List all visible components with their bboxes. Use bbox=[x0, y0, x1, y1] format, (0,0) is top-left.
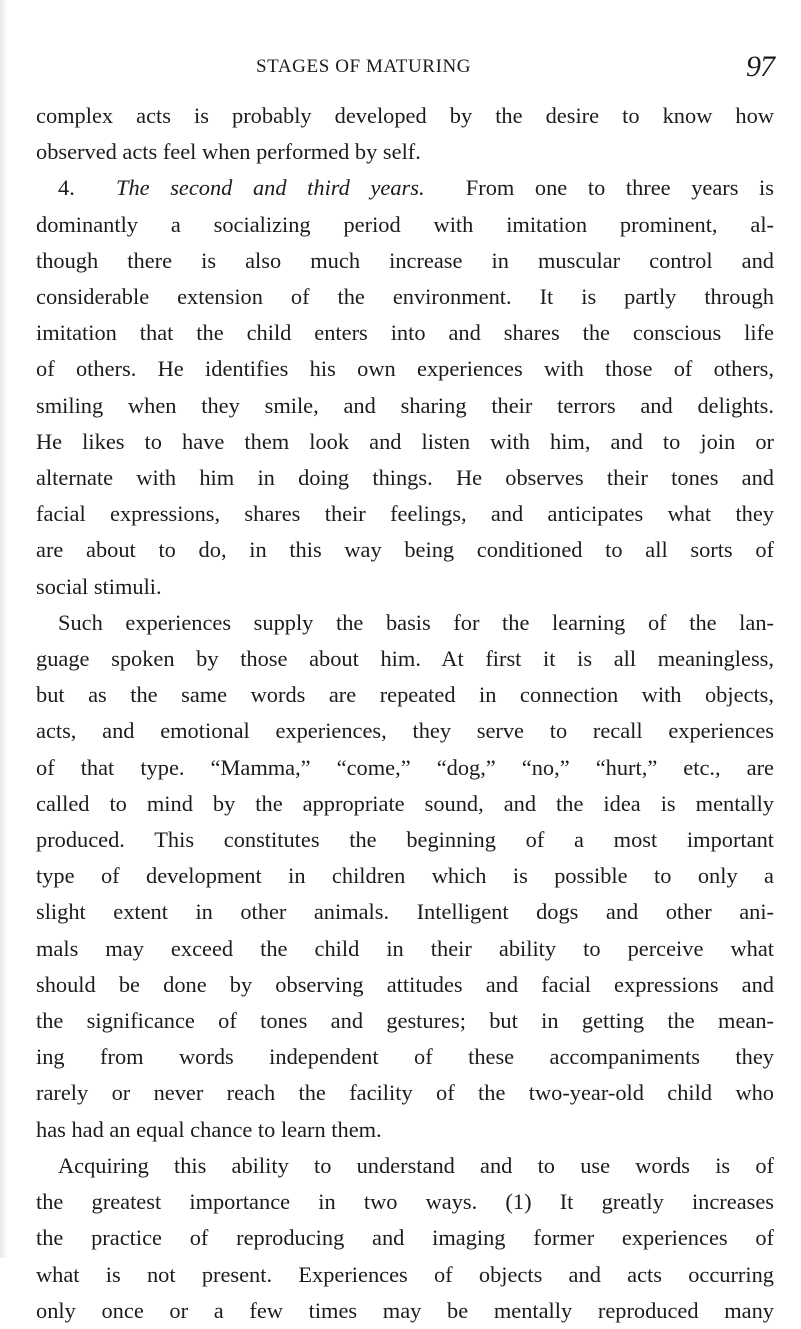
text-line: though there is also much increase in muscular control and bbox=[36, 247, 774, 273]
paragraph-3 bbox=[36, 605, 774, 1148]
section-number: 4. bbox=[58, 175, 75, 201]
text-line: slight extent in other animals. Intelligent dogs and other ani- bbox=[36, 899, 774, 925]
section-heading: The second and third years. bbox=[116, 175, 425, 201]
text-line: facial expressions, shares their feelings, and anticipates what they bbox=[36, 501, 774, 527]
text-line: the practice of reproducing and imaging former experiences of bbox=[36, 1225, 774, 1251]
text-line: alternate with him in doing things. He observes their tones and bbox=[36, 465, 774, 491]
text-line: smiling when they smile, and sharing their terrors and delights. bbox=[36, 392, 774, 418]
text-line: dominantly a socializing period with imitation prominent, al- bbox=[36, 211, 774, 237]
text-line: has had an equal chance to learn them. bbox=[36, 1116, 382, 1142]
text-line: Acquiring this ability to understand and to use words is of bbox=[58, 1152, 774, 1178]
text-line: called to mind by the appropriate sound, and the idea is mentally bbox=[36, 790, 774, 816]
text-line: ing from words independent of these accompaniments they bbox=[36, 1044, 774, 1070]
text-line: He likes to have them look and listen with him, and to join or bbox=[36, 428, 774, 454]
text-line: rarely or never reach the facility of the two-year-old child who bbox=[36, 1080, 774, 1106]
running-title: STAGES OF MATURING bbox=[256, 56, 472, 77]
text-line: Such experiences supply the basis for the learning of the lan- bbox=[58, 609, 774, 635]
text-line: complex acts is probably developed by the desire to know how bbox=[36, 103, 774, 128]
text-line: the significance of tones and gestures; but in getting the mean- bbox=[36, 1008, 774, 1034]
text-line: considerable extension of the environment. It is partly through bbox=[36, 284, 774, 310]
text-line: of others. He identifies his own experiences with those of others, bbox=[36, 356, 774, 382]
text-line: only once or a few times may be mentally reproduced many bbox=[36, 1297, 774, 1323]
text-line: acts, and emotional experiences, they serve to recall experiences bbox=[36, 718, 774, 744]
text-line: guage spoken by those about him. At first it is all meaningless, bbox=[36, 646, 774, 672]
text-line: are about to do, in this way being conditioned to all sorts of bbox=[36, 537, 774, 563]
text-line bbox=[36, 170, 774, 206]
text-line: imitation that the child enters into and shares the conscious life bbox=[36, 320, 774, 346]
text-line: of that type. “Mamma,” “come,” “dog,” “no,” “hurt,” etc., are bbox=[36, 754, 774, 780]
page-edge-shadow bbox=[0, 0, 8, 1258]
text-line: but as the same words are repeated in connection with objects, bbox=[36, 682, 774, 708]
paragraph-4 bbox=[36, 1148, 774, 1329]
running-header bbox=[36, 52, 774, 92]
text-line: produced. This constitutes the beginning of a most important bbox=[36, 827, 774, 853]
book-page bbox=[36, 52, 774, 1329]
text-line: type of development in children which is possible to only a bbox=[36, 863, 774, 889]
text-run: From one to three years is bbox=[465, 175, 774, 201]
page-number: 97 bbox=[746, 50, 774, 83]
text-line: mals may exceed the child in their ability to perceive what bbox=[36, 935, 774, 961]
paragraph-1 bbox=[36, 98, 774, 170]
text-line: should be done by observing attitudes and facial expressions and bbox=[36, 971, 774, 997]
body-text bbox=[36, 98, 774, 1329]
paragraph-2 bbox=[36, 170, 774, 604]
text-line: social stimuli. bbox=[36, 573, 162, 599]
text-line: what is not present. Experiences of objects and acts occurring bbox=[36, 1261, 774, 1287]
text-line: observed acts feel when performed by self. bbox=[36, 139, 421, 165]
text-line: the greatest importance in two ways. (1) It greatly increases bbox=[36, 1189, 774, 1215]
